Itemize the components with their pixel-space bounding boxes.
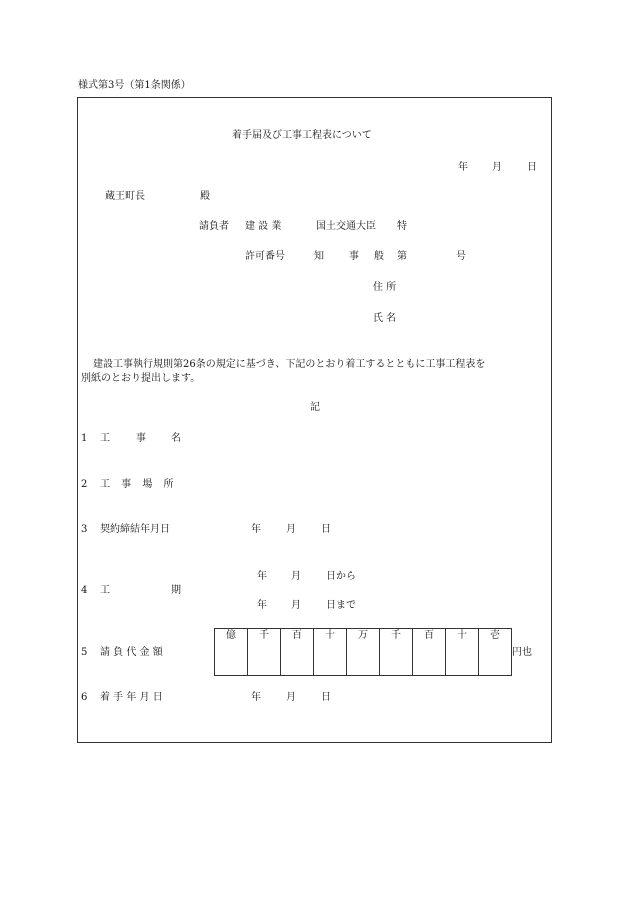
item-6-month: 月 (286, 692, 296, 703)
item-4-end-year: 年 (257, 600, 267, 611)
dai-label: 第 (397, 251, 407, 262)
digit-cell-hyaku-man[interactable]: 百 (281, 629, 314, 676)
item-1-number: 1 (81, 433, 88, 444)
item-1-char-3: 名 (171, 433, 181, 444)
item-4-end-month: 月 (291, 600, 301, 611)
item-4-end-day: 日まで (326, 600, 356, 611)
body-line-2: 別紙のとおり提出します。 (81, 373, 201, 384)
date-day: 日 (527, 162, 537, 173)
name-label: 氏 名 (373, 313, 397, 324)
item-6-number: 6 (81, 692, 88, 703)
ki-heading: 記 (310, 402, 320, 413)
contract-amount-row (215, 629, 512, 676)
item-3-number: 3 (81, 524, 88, 535)
authority-label: 国土交通大臣 (316, 221, 376, 232)
digit-cell-juu[interactable]: 十 (446, 629, 479, 676)
item-6-label: 着 手 年 月 日 (100, 692, 163, 703)
special-label: 特 (397, 221, 407, 232)
item-3-year: 年 (251, 524, 261, 535)
date-year: 年 (458, 162, 468, 173)
item-5-label: 請 負 代 金 額 (100, 647, 163, 658)
digit-cell-man[interactable]: 万 (347, 629, 380, 676)
item-4-number: 4 (81, 585, 88, 596)
item-3-day: 日 (321, 524, 331, 535)
body-line-1: 建設工事執行規則第26条の規定に基づき、下記のとおり着工するとともに工事工程表を (93, 359, 486, 370)
item-1-char-2: 事 (136, 433, 146, 444)
body-paragraph (81, 358, 553, 386)
digit-cell-juu-man[interactable]: 十 (314, 629, 347, 676)
item-3-label: 契約締結年月日 (100, 524, 170, 535)
permit-label: 許可番号 (245, 251, 285, 262)
industry-label: 建 設 業 (245, 221, 282, 232)
item-5-number: 5 (81, 647, 88, 658)
digit-cell-sen[interactable]: 千 (380, 629, 413, 676)
item-6-year: 年 (251, 692, 261, 703)
item-4-char-2: 期 (171, 585, 181, 596)
item-4-start-month: 月 (291, 571, 301, 582)
item-1-char-1: 工 (100, 433, 110, 444)
governor-label: 知 (314, 251, 324, 262)
applicant-label: 請負者 (199, 221, 229, 232)
job-label: 事 (349, 251, 359, 262)
item-3-month: 月 (286, 524, 296, 535)
item-2-number: 2 (81, 479, 88, 490)
address-label: 住 所 (373, 282, 397, 293)
digit-cell-hyaku[interactable]: 百 (413, 629, 446, 676)
general-label: 般 (374, 251, 384, 262)
item-4-start-year: 年 (257, 571, 267, 582)
item-2-label: 工 事 場 所 (100, 479, 178, 490)
digit-cell-sen-man[interactable]: 千 (248, 629, 281, 676)
form-title: 着手届及び工事工程表について (232, 130, 372, 141)
item-6-day: 日 (321, 692, 331, 703)
item-4-start-day: 日から (326, 571, 356, 582)
go-label: 号 (456, 251, 466, 262)
item-5-suffix: 円也 (512, 647, 532, 658)
digit-cell-oku[interactable]: 億 (215, 629, 248, 676)
contract-amount-table (214, 628, 512, 676)
item-4-char-1: 工 (100, 585, 110, 596)
addressee-honorific: 殿 (200, 191, 210, 202)
date-month: 月 (492, 162, 502, 173)
digit-cell-ichi[interactable]: 壱 (479, 629, 512, 676)
addressee-name: 蔵王町長 (105, 191, 145, 202)
form-id: 様式第3号（第1条関係） (78, 80, 191, 91)
